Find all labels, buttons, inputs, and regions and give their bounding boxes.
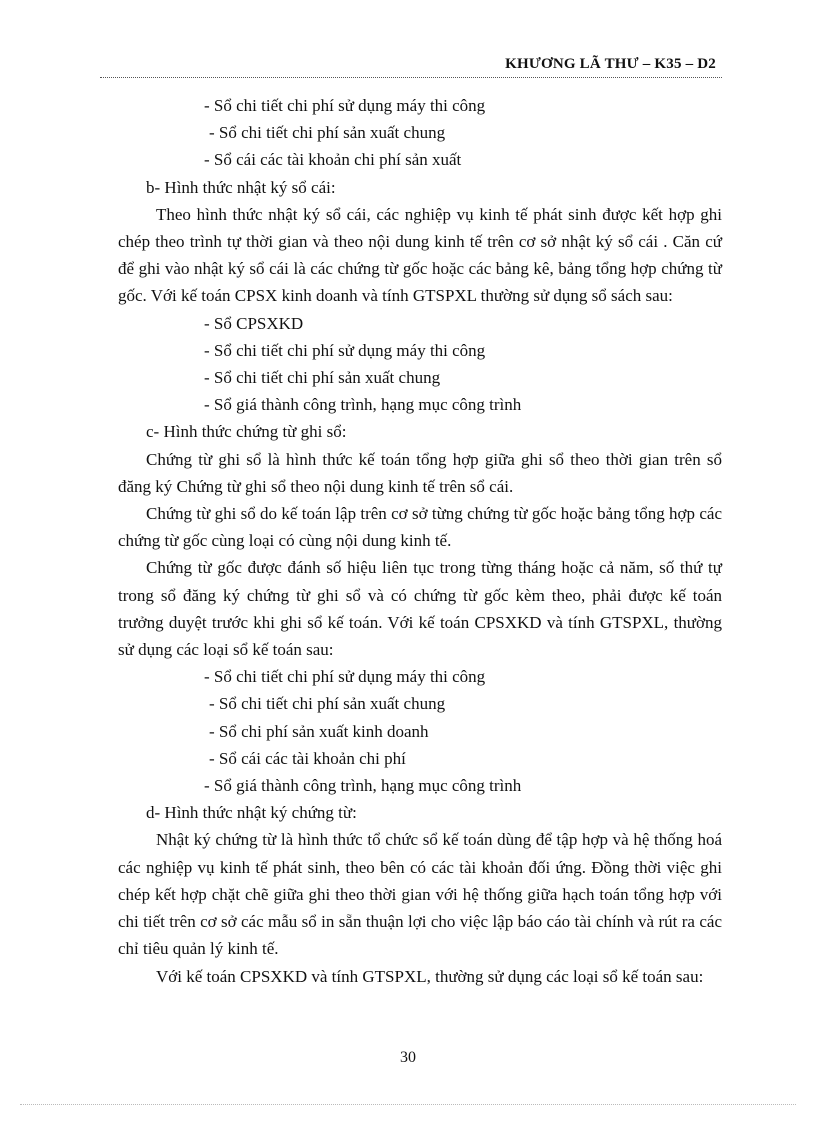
page-number: 30: [400, 1049, 416, 1066]
list-item: - Sổ cái các tài khoản chi phí sản xuất: [204, 150, 462, 170]
paragraph: Chứng từ ghi sổ do kế toán lập trên cơ sở từng chứng từ gốc hoặc bảng tổng hợp các chứng từ gốc cùng loại có cùng nội dung kinh tế.: [118, 504, 722, 551]
list-item: - Sổ cái các tài khoản chi phí: [209, 748, 406, 768]
section-heading: b- Hình thức nhật ký sổ cái:: [146, 177, 336, 197]
paragraph: Nhật ký chứng từ là hình thức tổ chức sổ kế toán dùng để tập hợp và hệ thống hoá các nghiệp vụ kinh tế phát sinh, theo bên có các tài khoản đối ứng. Đồng thời việc ghi chép kết hợp chặt chẽ giữa ghi theo thời gian với hệ thống giữa hạch toán tổng hợp với chi tiết trên cơ sở các mẫu sổ in sẵn thuận lợi cho việc lập báo cáo tài chính và rút ra các chỉ tiêu quản lý kinh tế.: [118, 830, 722, 959]
paragraph: Chứng từ ghi sổ là hình thức kế toán tổng hợp giữa ghi sổ theo thời gian trên sổ đăng ký Chứng từ ghi sổ theo nội dung kinh tế trên sổ cái.: [118, 449, 722, 496]
footer-divider: [20, 1104, 796, 1105]
section-heading: c- Hình thức chứng từ ghi sổ:: [146, 422, 347, 442]
list-item: - Sổ giá thành công trình, hạng mục công trình: [204, 395, 522, 415]
paragraph: Theo hình thức nhật ký sổ cái, các nghiệp vụ kinh tế phát sinh được kết hợp ghi chép theo trình tự thời gian và theo nội dung kinh tế trên cơ sở nhật ký sổ cái . Căn cứ để ghi vào nhật ký sổ cái là các chứng từ gốc hoặc các bảng kê, bảng tổng hợp chứng từ gốc. Với kế toán CPSX kinh doanh và tính GTSPXL thường sử dụng sổ sách sau:: [118, 204, 722, 306]
header-text: KHƯƠNG LÃ THƯ – K35 – D2: [505, 56, 716, 72]
list-item: - Sổ chi tiết chi phí sản xuất chung: [209, 694, 446, 714]
list-item: - Sổ chi tiết chi phí sử dụng máy thi công: [204, 96, 486, 115]
header-divider: [100, 77, 722, 78]
section-heading: d- Hình thức nhật ký chứng từ:: [146, 803, 357, 823]
list-item: - Sổ chi phí sản xuất kinh doanh: [209, 721, 429, 741]
list-item: - Sổ chi tiết chi phí sử dụng máy thi công: [204, 667, 486, 687]
list-item: - Sổ giá thành công trình, hạng mục công trình: [204, 776, 522, 796]
document-body: [118, 92, 722, 990]
paragraph: Với kế toán CPSXKD và tính GTSPXL, thường sử dụng các loại sổ kế toán sau:: [156, 966, 704, 986]
paragraph: Chứng từ gốc được đánh số hiệu liên tục trong từng tháng hoặc cả năm, số thứ tự trong sổ đăng ký chứng từ ghi sổ và có chứng từ gốc kèm theo, phải được kế toán trưởng duyệt trước khi ghi sổ kế toán. Với kế toán CPSXKD và tính GTSPXL, thường sử dụng các loại sổ kế toán sau:: [118, 558, 722, 660]
list-item: - Sổ chi tiết chi phí sản xuất chung: [204, 368, 441, 388]
list-item: - Sổ CPSXKD: [204, 313, 304, 333]
list-item: - Sổ chi tiết chi phí sản xuất chung: [209, 123, 446, 143]
list-item: - Sổ chi tiết chi phí sử dụng máy thi công: [204, 340, 486, 360]
